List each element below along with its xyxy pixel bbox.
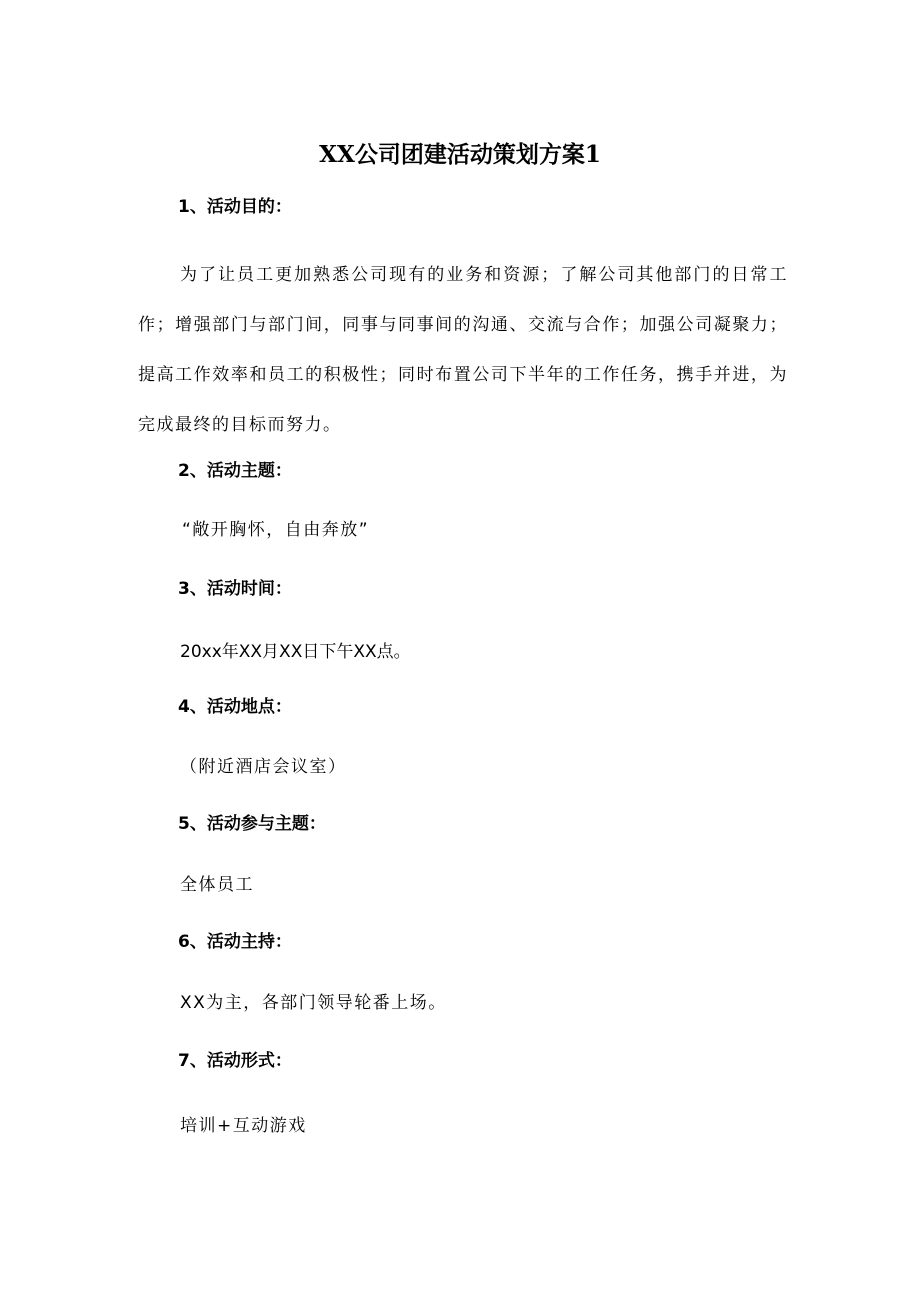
section-heading-participants: 5、活动参与主题： bbox=[178, 814, 326, 834]
section-body-location: （附近酒店会议室） bbox=[180, 757, 347, 777]
section-body-theme: “敞开胸怀，自由奔放” bbox=[182, 520, 370, 540]
section-body-purpose: 为了让员工更加熟悉公司现有的业务和资源；了解公司其他部门的日常工作；增强部门与部门间，同事与同事间的沟通、交流与合作；加强公司凝聚力；提高工作效率和员工的积极性；同时布置公司下半年的工作任务，携手并进，为完成最终的目标而努力。 bbox=[138, 265, 788, 435]
section-heading-location: 4、活动地点： bbox=[178, 697, 292, 717]
section-body-format: 培训+互动游戏 bbox=[180, 1116, 307, 1136]
section-heading-time: 3、活动时间： bbox=[178, 579, 292, 599]
section-body-participants: 全体员工 bbox=[180, 875, 254, 895]
section-heading-purpose: 1、活动目的： bbox=[178, 197, 292, 217]
section-heading-format: 7、活动形式： bbox=[178, 1051, 292, 1071]
section-heading-host: 6、活动主持： bbox=[178, 932, 292, 952]
section-body-host: XX为主，各部门领导轮番上场。 bbox=[180, 993, 447, 1013]
document-title: XX公司团建活动策划方案1 bbox=[319, 141, 601, 168]
section-body-time: 20xx年XX月XX日下午XX点。 bbox=[180, 642, 411, 662]
section-heading-theme: 2、活动主题： bbox=[178, 461, 292, 481]
